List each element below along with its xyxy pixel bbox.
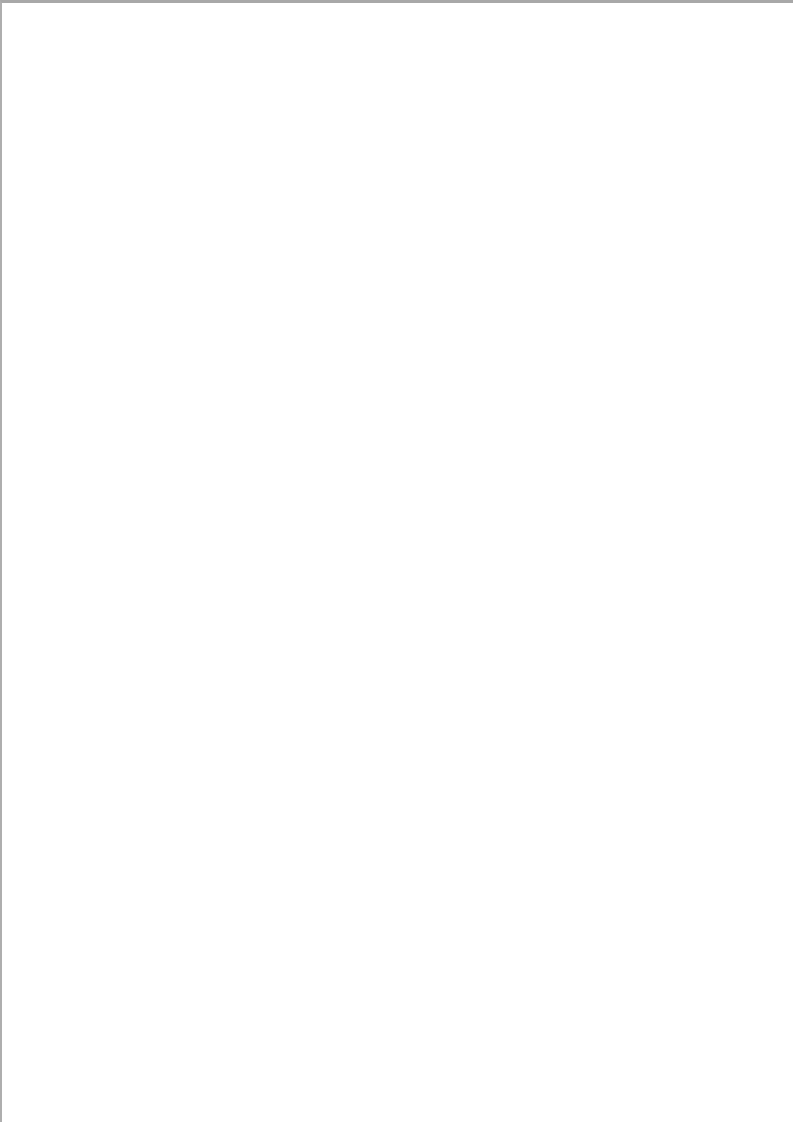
- document-page: [2, 3, 793, 1122]
